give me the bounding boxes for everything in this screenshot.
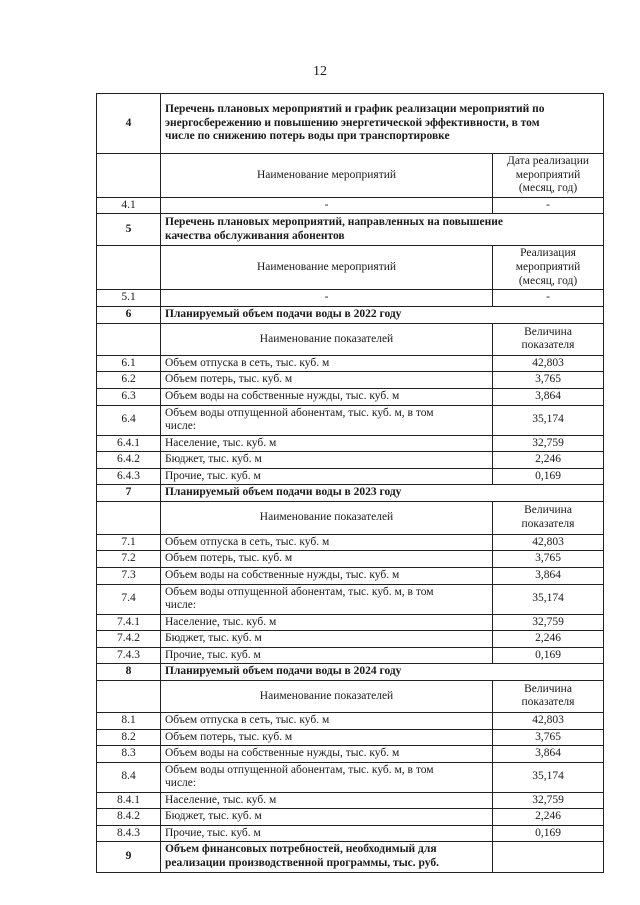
column-header-value: Величина показателя <box>493 323 604 355</box>
section-number: 8 <box>97 664 161 681</box>
column-header-name: Наименование показателей <box>161 680 493 712</box>
section-title-row <box>97 485 604 502</box>
table-row: 7.4 Объем воды отпущенной абонентам, тыс. куб. м, в том числе: 35,174 <box>97 584 604 614</box>
table-row: 6.4.1 Население, тыс. куб. м 32,759 <box>97 435 604 452</box>
column-header-row <box>97 246 604 290</box>
table-row: 6.3 Объем воды на собственные нужды, тыс. куб. м 3,864 <box>97 388 604 405</box>
section-title-row <box>97 94 604 154</box>
table-row: 7.4.3 Прочие, тыс. куб. м 0,169 <box>97 647 604 664</box>
section-title: Планируемый объем подачи воды в 2024 году <box>161 664 604 681</box>
column-header-value: Величина показателя <box>493 680 604 712</box>
column-header-name: Наименование показателей <box>161 501 493 534</box>
section-title: Перечень плановых мероприятий, направленных на повышение качества обслуживания абонентов <box>161 214 604 246</box>
section-number: 9 <box>97 842 161 872</box>
table-row: 8.4.2 Бюджет, тыс. куб. м 2,246 <box>97 809 604 826</box>
table-row: 8.4.3 Прочие, тыс. куб. м 0,169 <box>97 825 604 842</box>
production-program-table <box>96 93 604 873</box>
table-row: 6.2 Объем потерь, тыс. куб. м 3,765 <box>97 372 604 389</box>
section-value <box>493 842 604 872</box>
table-row: 6.4 Объем воды отпущенной абонентам, тыс. куб. м, в том числе: 35,174 <box>97 405 604 435</box>
column-header-name: Наименование мероприятий <box>161 246 493 290</box>
table-row: 8.1 Объем отпуска в сеть, тыс. куб. м 42,803 <box>97 712 604 729</box>
section-title: Планируемый объем подачи воды в 2023 году <box>161 485 604 502</box>
table-row: 8.4 Объем воды отпущенной абонентам, тыс. куб. м, в том числе: 35,174 <box>97 762 604 792</box>
column-header-row <box>97 154 604 198</box>
section-title-row <box>97 306 604 323</box>
table-row: 7.4.2 Бюджет, тыс. куб. м 2,246 <box>97 631 604 648</box>
column-header-value: Дата реализации мероприятий (месяц, год) <box>493 154 604 198</box>
table-row: 8.4.1 Население, тыс. куб. м 32,759 <box>97 792 604 809</box>
table-row: 4.1 - - <box>97 197 604 214</box>
section-title-row <box>97 664 604 681</box>
table-row: 7.2 Объем потерь, тыс. куб. м 3,765 <box>97 551 604 568</box>
table-row: 8.2 Объем потерь, тыс. куб. м 3,765 <box>97 729 604 746</box>
section-title: Перечень плановых мероприятий и график реализации мероприятий по энергосбережению и повышению энергетической эффективности, в том числе по снижению потерь воды при транспортировке <box>161 94 604 154</box>
page-number: 12 <box>313 64 327 79</box>
section-title: Планируемый объем подачи воды в 2022 году <box>161 306 604 323</box>
column-header-name: Наименование показателей <box>161 323 493 355</box>
column-header-row <box>97 323 604 355</box>
table-row: 7.1 Объем отпуска в сеть, тыс. куб. м 42,803 <box>97 534 604 551</box>
section-number: 7 <box>97 485 161 502</box>
section-title-row <box>97 842 604 872</box>
column-header-value: Реализация мероприятий (месяц, год) <box>493 246 604 290</box>
column-header-row <box>97 680 604 712</box>
column-header-name: Наименование мероприятий <box>161 154 493 198</box>
table-row: 7.3 Объем воды на собственные нужды, тыс. куб. м 3,864 <box>97 568 604 585</box>
table-row: 6.4.2 Бюджет, тыс. куб. м 2,246 <box>97 452 604 469</box>
section-number: 4 <box>97 94 161 154</box>
table-row: 8.3 Объем воды на собственные нужды, тыс. куб. м 3,864 <box>97 746 604 763</box>
column-header-value: Величина показателя <box>493 501 604 534</box>
table-row: 5.1 - - <box>97 290 604 307</box>
table-row: 6.1 Объем отпуска в сеть, тыс. куб. м 42,803 <box>97 355 604 372</box>
section-number: 5 <box>97 214 161 246</box>
section-title: Объем финансовых потребностей, необходимый для реализации производственной программы, тыс. руб. <box>161 842 493 872</box>
section-number: 6 <box>97 306 161 323</box>
column-header-row <box>97 501 604 534</box>
table-row: 7.4.1 Население, тыс. куб. м 32,759 <box>97 614 604 631</box>
table-row: 6.4.3 Прочие, тыс. куб. м 0,169 <box>97 468 604 485</box>
section-title-row <box>97 214 604 246</box>
